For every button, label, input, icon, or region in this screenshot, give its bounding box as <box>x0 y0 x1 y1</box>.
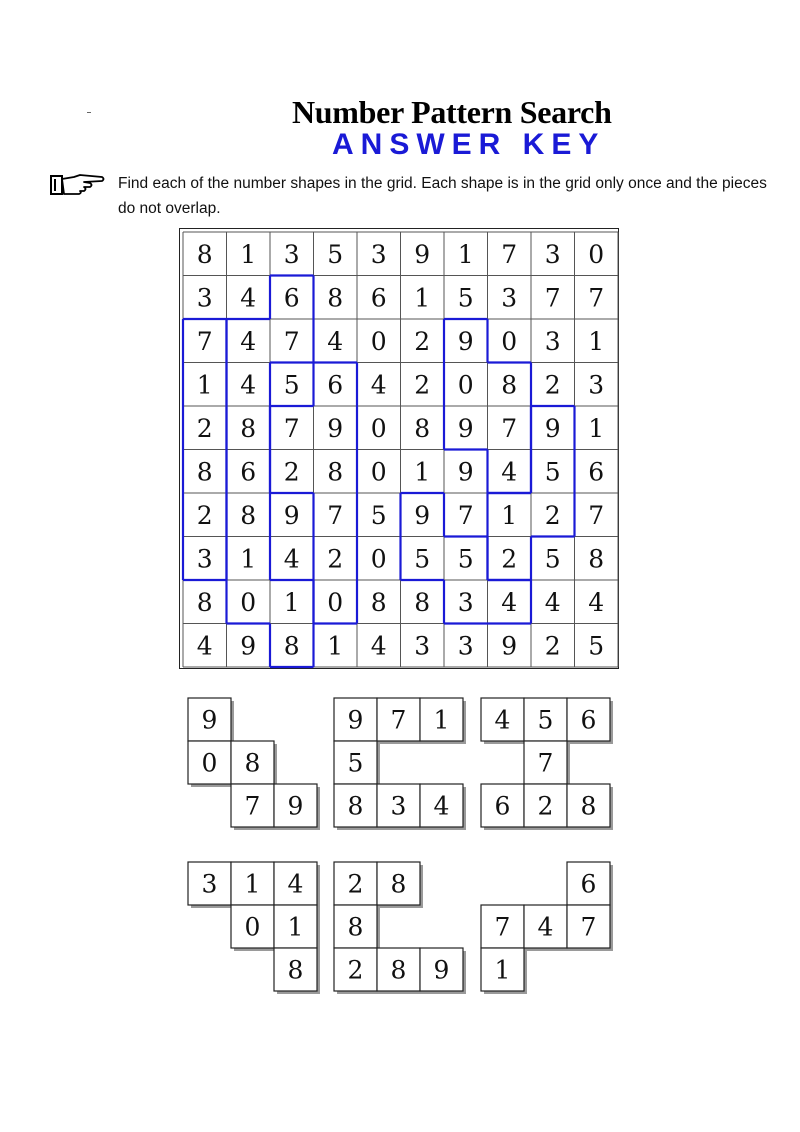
grid-cell: 7 <box>588 283 605 313</box>
grid-cell: 8 <box>196 587 213 617</box>
piece-digit: 1 <box>244 869 261 899</box>
grid-cell: 5 <box>544 457 561 487</box>
grid-cell: 8 <box>196 457 213 487</box>
grid-cell: 6 <box>588 457 605 487</box>
grid-cell: 2 <box>196 500 213 530</box>
grid-cell: 0 <box>501 326 518 356</box>
grid-cell: 1 <box>240 239 257 269</box>
grid-cell: 4 <box>240 283 257 313</box>
grid-cell: 8 <box>327 283 344 313</box>
grid-cell: 9 <box>457 457 474 487</box>
grid-cell: 5 <box>457 544 474 574</box>
grid-cell: 4 <box>501 457 518 487</box>
grid-cell: 1 <box>588 326 605 356</box>
piece-digit: 1 <box>433 705 450 735</box>
piece-digit: 9 <box>433 955 450 985</box>
grid-cell: 2 <box>544 500 561 530</box>
grid-cell: 0 <box>370 326 387 356</box>
piece-digit: 8 <box>347 791 364 821</box>
piece-digit: 1 <box>494 955 511 985</box>
grid-cell: 7 <box>283 413 300 443</box>
grid-cell: 8 <box>240 500 257 530</box>
grid-cell: 4 <box>370 370 387 400</box>
grid-cell: 0 <box>370 413 387 443</box>
piece-digit: 3 <box>201 869 218 899</box>
grid-cell: 4 <box>196 631 213 661</box>
grid-cell: 1 <box>240 544 257 574</box>
piece-digit: 2 <box>347 955 364 985</box>
piece-digit: 6 <box>494 791 511 821</box>
piece-digit: 6 <box>580 869 597 899</box>
grid-cell: 7 <box>501 239 518 269</box>
grid-cell: 6 <box>370 283 387 313</box>
piece-2 <box>334 698 466 830</box>
grid-cell: 5 <box>544 544 561 574</box>
grid-cell: 5 <box>327 239 344 269</box>
grid-cell: 9 <box>457 326 474 356</box>
grid-cell: 9 <box>457 413 474 443</box>
piece-digit: 0 <box>201 748 218 778</box>
grid-cell: 8 <box>414 587 431 617</box>
grid-cell: 3 <box>457 631 474 661</box>
grid-cell: 0 <box>240 587 257 617</box>
piece-digit: 4 <box>433 791 450 821</box>
grid-cell: 7 <box>196 326 213 356</box>
grid-cell: 4 <box>240 326 257 356</box>
page-title: Number Pattern Search <box>292 94 612 130</box>
grid-cell: 3 <box>414 631 431 661</box>
grid-cell: 1 <box>283 587 300 617</box>
grid-cell: 9 <box>240 631 257 661</box>
grid-cell: 9 <box>544 413 561 443</box>
grid-cell: 7 <box>457 500 474 530</box>
piece-digit: 2 <box>347 869 364 899</box>
piece-digit: 5 <box>347 748 364 778</box>
piece-digit: 7 <box>390 705 407 735</box>
piece-digit: 4 <box>537 912 554 942</box>
instructions-text: Find each of the number shapes in the grid. Each shape is in the grid only once and the pieces do not overlap. <box>118 175 767 217</box>
piece-digit: 6 <box>580 705 597 735</box>
grid-cell: 5 <box>283 370 300 400</box>
grid-cell: 2 <box>501 544 518 574</box>
grid-cell: 8 <box>414 413 431 443</box>
grid-cell: 0 <box>370 457 387 487</box>
piece-digit: 3 <box>390 791 407 821</box>
answer-key-subtitle: ANSWER KEY <box>332 128 606 161</box>
grid-cell: 6 <box>283 283 300 313</box>
grid-cell: 8 <box>283 631 300 661</box>
grid-cell: 1 <box>588 413 605 443</box>
grid-cell: 3 <box>196 544 213 574</box>
piece-digit: 7 <box>537 748 554 778</box>
piece-3 <box>481 698 613 830</box>
piece-digit: 7 <box>244 791 261 821</box>
grid-cell: 8 <box>327 457 344 487</box>
grid-cell: 0 <box>327 587 344 617</box>
piece-digit: 9 <box>201 705 218 735</box>
grid-cell: 7 <box>588 500 605 530</box>
piece-digit: 8 <box>287 955 304 985</box>
grid-cell: 7 <box>327 500 344 530</box>
grid-cell: 8 <box>240 413 257 443</box>
piece-digit: 5 <box>537 705 554 735</box>
piece-digit: 8 <box>244 748 261 778</box>
grid-cell: 5 <box>414 544 431 574</box>
grid-cell: 7 <box>544 283 561 313</box>
grid-cell: 0 <box>370 544 387 574</box>
grid-cell: 8 <box>370 587 387 617</box>
grid-cell: 2 <box>327 544 344 574</box>
grid-cell: 4 <box>501 587 518 617</box>
piece-digit: 2 <box>537 791 554 821</box>
grid-cell: 9 <box>501 631 518 661</box>
grid-cell: 3 <box>588 370 605 400</box>
grid-cell: 0 <box>457 370 474 400</box>
grid-cell: 2 <box>196 413 213 443</box>
grid-cell: 3 <box>457 587 474 617</box>
grid-cell: 3 <box>501 283 518 313</box>
grid-cell: 6 <box>327 370 344 400</box>
piece-6 <box>481 862 613 994</box>
grid-cell: 1 <box>457 239 474 269</box>
grid-cell: 6 <box>240 457 257 487</box>
piece-digit: 7 <box>580 912 597 942</box>
grid-cell: 5 <box>370 500 387 530</box>
piece-5 <box>334 862 466 994</box>
grid-cell: 1 <box>414 457 431 487</box>
grid-cell: 1 <box>414 283 431 313</box>
piece-digit: 8 <box>580 791 597 821</box>
grid-cell: 8 <box>501 370 518 400</box>
grid-cell: 1 <box>327 631 344 661</box>
grid-cell: 8 <box>588 544 605 574</box>
grid-cell: 4 <box>544 587 561 617</box>
grid-cell: 5 <box>457 283 474 313</box>
grid-cell: 2 <box>544 370 561 400</box>
grid-cell: 8 <box>196 239 213 269</box>
grid-cell: 2 <box>414 370 431 400</box>
grid-cell: 9 <box>414 500 431 530</box>
grid-cell: 1 <box>196 370 213 400</box>
piece-1 <box>188 698 320 830</box>
piece-digit: 9 <box>347 705 364 735</box>
grid-cell: 4 <box>588 587 605 617</box>
piece-digit: 8 <box>390 869 407 899</box>
grid-cell: 2 <box>283 457 300 487</box>
grid-cell: 4 <box>370 631 387 661</box>
grid-cell: 9 <box>283 500 300 530</box>
piece-digit: 7 <box>494 912 511 942</box>
grid-cell: 3 <box>544 239 561 269</box>
grid-cell: 2 <box>544 631 561 661</box>
grid-cell: 9 <box>327 413 344 443</box>
grid-cell: 7 <box>283 326 300 356</box>
grid-cell: 4 <box>240 370 257 400</box>
grid-cell: 3 <box>370 239 387 269</box>
grid-cell: 0 <box>588 239 605 269</box>
piece-digit: 9 <box>287 791 304 821</box>
piece-digit: 0 <box>244 912 261 942</box>
piece-digit: 1 <box>287 912 304 942</box>
grid-cell: 2 <box>414 326 431 356</box>
piece-digit: 8 <box>390 955 407 985</box>
grid-cell: 3 <box>196 283 213 313</box>
piece-digit: 4 <box>494 705 511 735</box>
grid-cell: 4 <box>283 544 300 574</box>
grid-cell: 7 <box>501 413 518 443</box>
grid-cell: 9 <box>414 239 431 269</box>
number-grid <box>183 232 618 667</box>
piece-digit: 8 <box>347 912 364 942</box>
grid-cell: 5 <box>588 631 605 661</box>
grid-cell: 4 <box>327 326 344 356</box>
grid-cell: 3 <box>283 239 300 269</box>
grid-cell: 1 <box>501 500 518 530</box>
piece-4 <box>188 862 320 994</box>
piece-digit: 4 <box>287 869 304 899</box>
grid-cell: 3 <box>544 326 561 356</box>
